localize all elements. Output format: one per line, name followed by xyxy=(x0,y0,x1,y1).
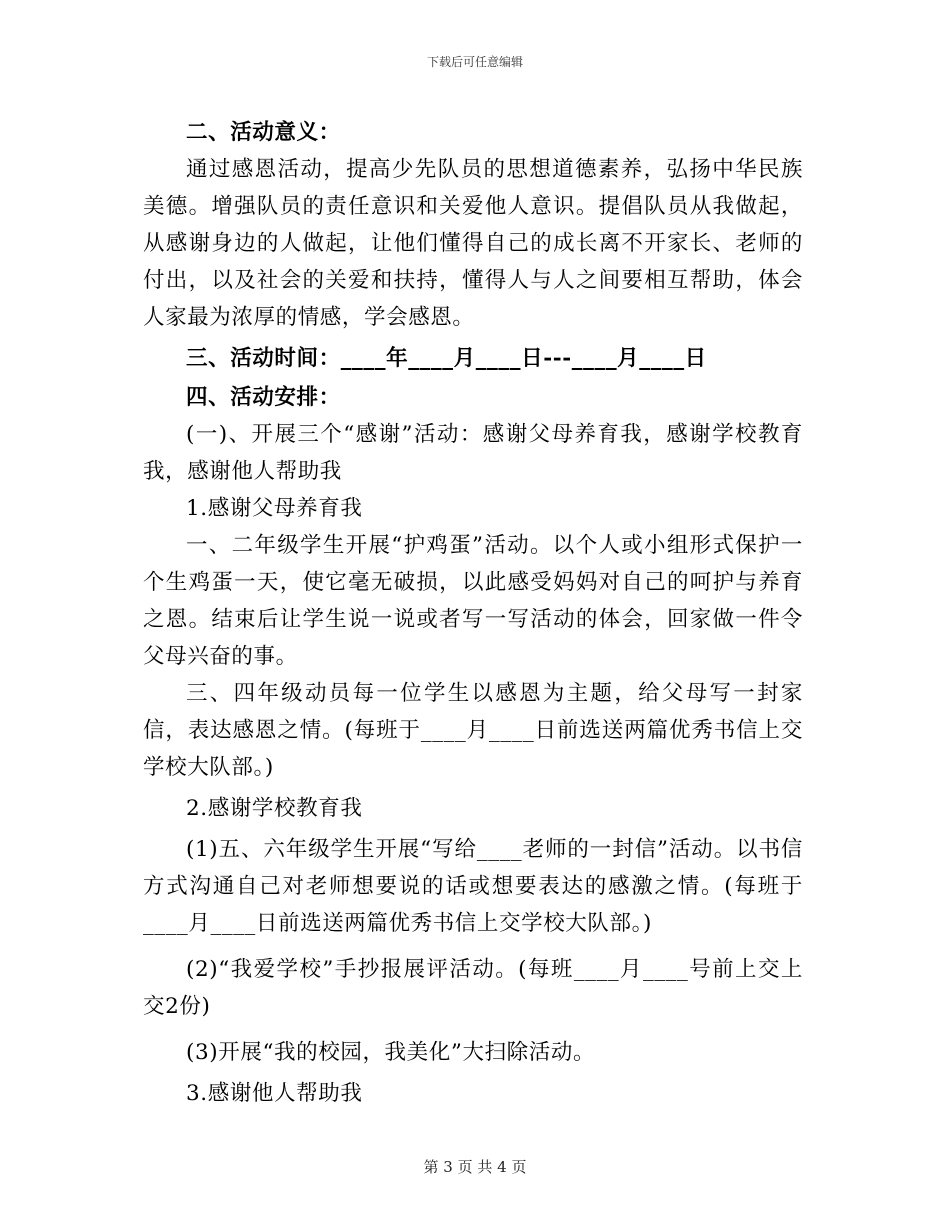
subheading-thank-school: 2.感谢学校教育我 xyxy=(186,796,363,821)
section-heading-time: 三、活动时间：____年____月____日---____月____日 xyxy=(186,346,707,371)
paragraph-handwritten-newspaper: (2)“我爱学校”手抄报展评活动。(每班____月____号前上交上交2份) xyxy=(143,957,803,1019)
section-heading-arrangement: 四、活动安排： xyxy=(186,385,341,410)
document-body xyxy=(143,112,803,1112)
paragraph-significance: 通过感恩活动，提高少先队员的思想道德素养，弘扬中华民族美德。增强队员的责任意识和关爱他人意识。提倡队员从我做起，从感谢身边的人做起，让他们懂得自己的成长离不开家长、老师的付出，以及社会的关爱和扶持，懂得人与人之间要相互帮助，体会人家最为浓厚的情感，学会感恩。 xyxy=(143,157,803,330)
paragraph-letter-to-teacher: (1)五、六年级学生开展“写给____老师的一封信”活动。以书信方式沟通自己对老师想要说的话或想要表达的感激之情。(每班于____月____日前选送两篇优秀书信上交学校大队部。) xyxy=(143,837,803,936)
page-header: 下载后可任意编辑 xyxy=(426,55,523,69)
paragraph-egg-activity: 一、二年级学生开展“护鸡蛋”活动。以个人或小组形式保护一个生鸡蛋一天，使它毫无破损，以此感受妈妈对自己的呵护与养育之恩。结束后让学生说一说或者写一写活动的体会，回家做一件令父母兴奋的事。 xyxy=(143,533,803,669)
subheading-thank-parents: 1.感谢父母养育我 xyxy=(186,496,363,521)
subheading-thank-others: 3.感谢他人帮助我 xyxy=(186,1081,363,1106)
paragraph-letter-to-parents: 三、四年级动员每一位学生以感恩为主题，给父母写一封家信，表达感恩之情。(每班于____月____日前选送两篇优秀书信上交学校大队部。) xyxy=(143,681,803,780)
section-heading-significance: 二、活动意义： xyxy=(186,120,341,145)
paragraph-arrangement-intro: (一)、开展三个“感谢”活动：感谢父母养育我，感谢学校教育我，感谢他人帮助我 xyxy=(143,422,803,484)
page-footer: 第 3 页 共 4 页 xyxy=(423,1158,527,1176)
paragraph-cleanup: (3)开展“我的校园，我美化”大扫除活动。 xyxy=(186,1040,596,1065)
